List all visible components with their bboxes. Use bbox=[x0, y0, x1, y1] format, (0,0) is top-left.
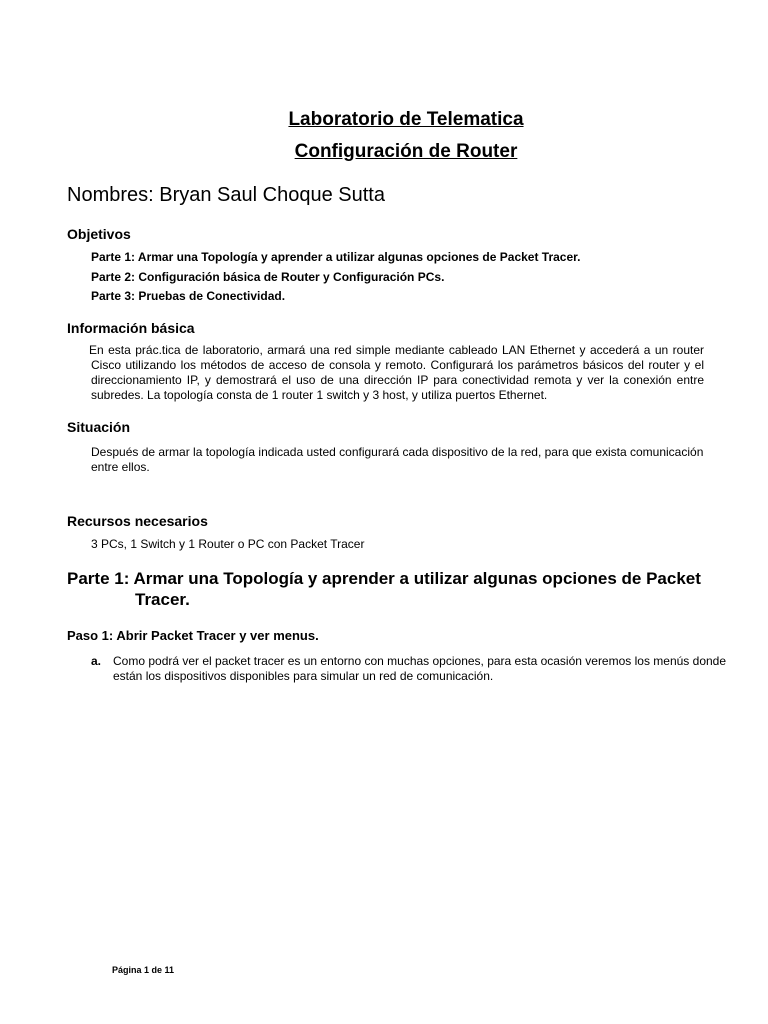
document-title: Laboratorio de Telematica bbox=[288, 109, 524, 130]
page-number-footer: Página 1 de 11 bbox=[112, 965, 175, 975]
paso1-heading: Paso 1: Abrir Packet Tracer y ver menus. bbox=[67, 628, 319, 643]
paso1-item-text: Como podrá ver el packet tracer es un entorno con muchas opciones, para esta ocasión veremos los menús donde están los dispositivos disponibles para simular un red de comunicación. bbox=[113, 654, 727, 683]
objetivo-item: Parte 2: Configuración básica de Router y Configuración PCs. bbox=[91, 270, 445, 284]
objetivos-heading: Objetivos bbox=[67, 226, 131, 242]
document-subtitle: Configuración de Router bbox=[294, 141, 518, 162]
situacion-paragraph: Después de armar la topología indicada usted configurará cada dispositivo de la red, para que exista comunicación entre ellos. bbox=[91, 445, 704, 474]
paso1-list-item bbox=[91, 654, 731, 684]
parte1-heading: Parte 1: Armar una Topología y aprender a utilizar algunas opciones de Packet Tracer. bbox=[67, 569, 701, 609]
objetivo-item: Parte 3: Pruebas de Conectividad. bbox=[91, 289, 286, 303]
list-marker: a. bbox=[91, 654, 102, 668]
situacion-heading: Situación bbox=[67, 419, 131, 435]
student-names: Nombres: Bryan Saul Choque Sutta bbox=[67, 184, 385, 206]
informacion-paragraph: En esta prác.tica de laboratorio, armará una red simple mediante cableado LAN Ethernet y accederá a un router Cisco utilizando los métodos de acceso de consola y remoto. Configurará los parámetros básicos del router y el direccionamiento IP, y demostrará el uso de una dirección IP para conectividad remota y ver la conexión entre subredes. La topología consta de 1 router 1 switch y 3 host, y utiliza puertos Ethernet. bbox=[89, 343, 704, 402]
recursos-heading: Recursos necesarios bbox=[67, 513, 208, 529]
objetivo-item: Parte 1: Armar una Topología y aprender a utilizar algunas opciones de Packet Tracer. bbox=[91, 250, 581, 264]
informacion-heading: Información básica bbox=[67, 320, 195, 336]
recursos-paragraph: 3 PCs, 1 Switch y 1 Router o PC con Packet Tracer bbox=[91, 537, 365, 551]
